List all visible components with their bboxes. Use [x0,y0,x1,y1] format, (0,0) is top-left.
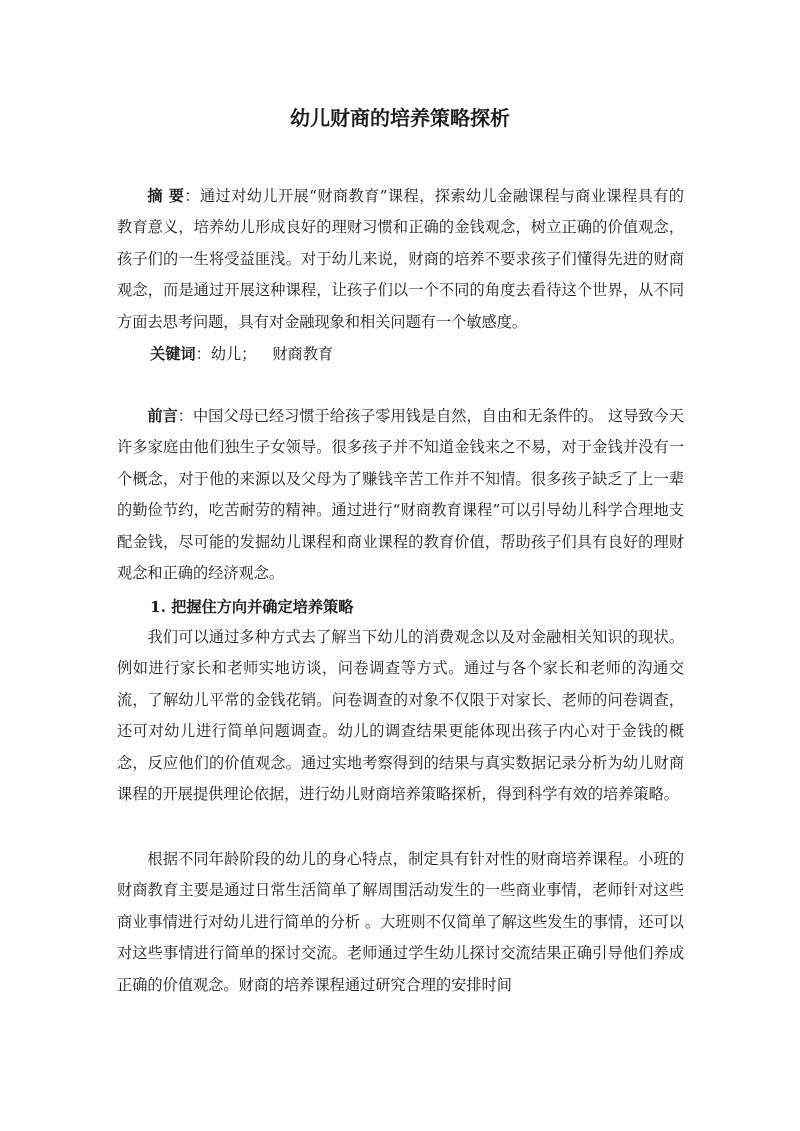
abstract-text: ：通过对幼儿开展“财商教育”课程，探索幼儿金融课程与商业课程具有的教育意义，培养幼儿形成良好的理财习惯和正确的金钱观念，树立正确的价值观念，孩子们的一生将受益匪浅。对于幼儿来说，财商的培养不要求孩子们懂得先进的财商观念，而是通过开展这种课程，让孩子们以一个不同的角度去看待这个世界，从不同方面去思考问题，具有对金融现象和相关问题有一个敏感度。 [117,187,684,331]
keywords-label: 关键词 [150,345,196,363]
document-title: 幼儿财商的培养策略探析 [290,106,510,130]
section-paragraph: 根据不同年龄阶段的幼儿的身心特点，制定具有针对性的财商培养课程。小班的财商教育主要是通过日常生活简单了解周围活动发生的一些商业事情，老师针对这些商业事情进行对幼儿进行简单的分析 。大班则不仅简单了解这些发生的事情，还可以对这些事情进行简单的探讨交流。老师通过学生幼儿探讨交流结果正确引导他们养成正确的价值观念。财商的培养课程通过研究合理的安排时间 [117,850,684,994]
keywords-line [150,339,684,369]
abstract-label: 摘 要 [147,187,185,205]
preface-paragraph [117,401,684,589]
abstract-paragraph [117,181,684,338]
section-paragraph: 我们可以通过多种方式去了解当下幼儿的消费观念以及对金融相关知识的现状。例如进行家长和老师实地访谈，问卷调查等方式。通过与各个家长和老师的沟通交流，了解幼儿平常的金钱花销。问卷调查的对象不仅限于对家长、老师的问卷调查，还可对幼儿进行简单问题调查。幼儿的调查结果更能体现出孩子内心对于金钱的概念，反应他们的价值观念。通过实地考察得到的结果与真实数据记录分析为幼儿财商课程的开展提供理论依据，进行幼儿财商培养策略探析，得到科学有效的培养策略。 [117,628,684,804]
preface-text: ：中国父母已经习惯于给孩子零用钱是自然，自由和无条件的。 这导致今天许多家庭由他们独生子女领导。很多孩子并不知道金钱来之不易，对于金钱并没有一个概念，对于他的来源以及父母为了赚钱辛苦工作并不知情。很多孩子缺乏了上一辈的勤俭节约，吃苦耐劳的精神。通过进行“财商教育课程”可以引导幼儿科学合理地支配金钱，尽可能的发掘幼儿课程和商业课程的教育价值，帮助孩子们具有良好的理财观念和正确的经济观念。 [117,407,685,583]
keyword-item: 幼儿； [210,345,257,363]
section-heading: 1. 把握住方向并确定培养策略 [150,598,354,616]
keyword-item: 财商教育 [272,345,334,363]
keywords-separator: ： [195,345,211,363]
preface-label: 前言 [147,407,178,425]
